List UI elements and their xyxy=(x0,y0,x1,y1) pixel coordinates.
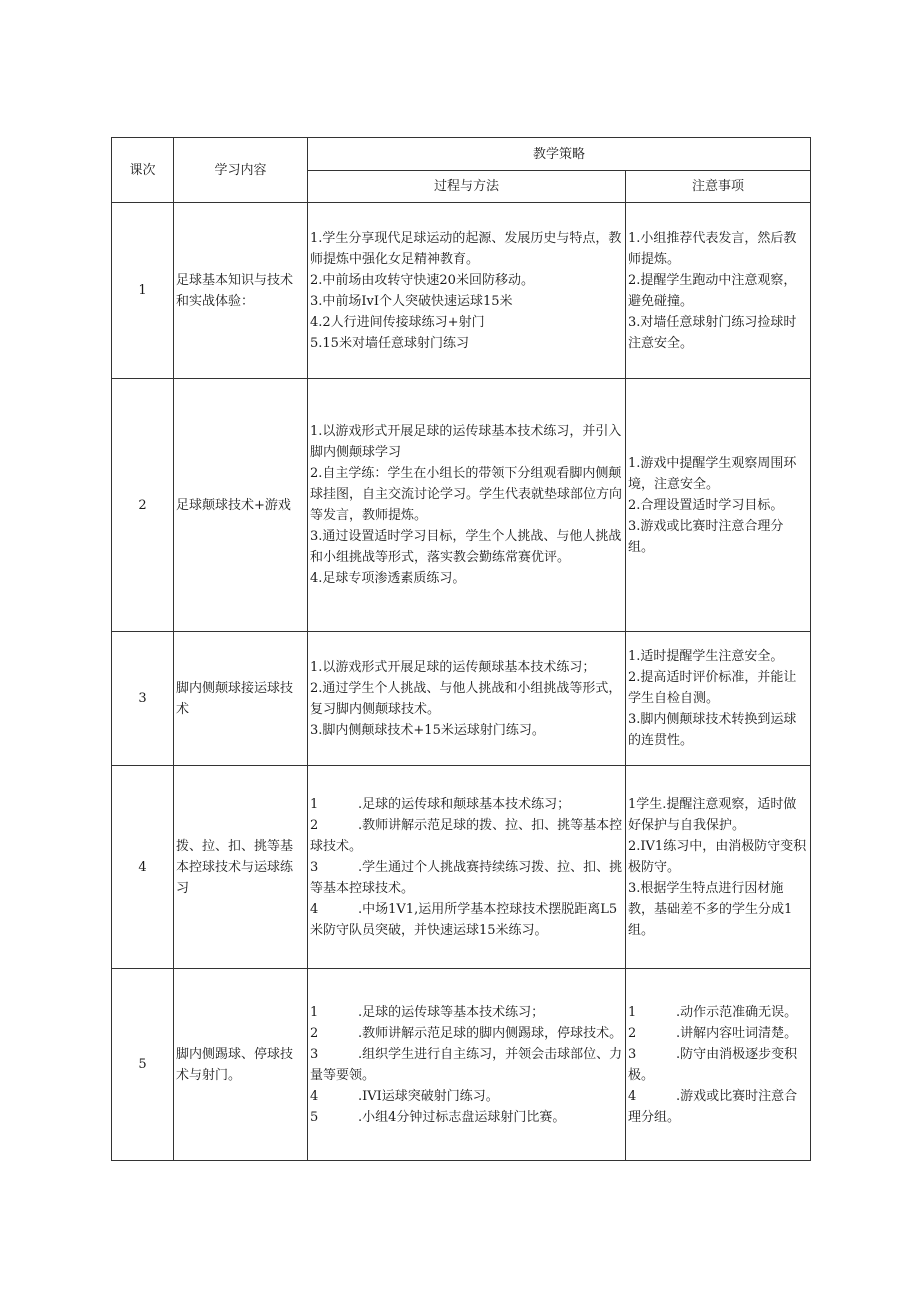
notes-cell xyxy=(626,379,811,632)
list-item xyxy=(310,1023,623,1044)
table-row xyxy=(112,766,811,969)
item-text: .组织学生进行自主练习，并领会击球部位、力量等要领。 xyxy=(310,1046,623,1083)
header-notes: 注意事项 xyxy=(626,171,811,203)
list-item: 1.以游戏形式开展足球的运传颠球基本技术练习； xyxy=(310,659,596,675)
item-number: 2 xyxy=(628,1025,637,1041)
list-item: 2.提高适时评价标准，并能让学生自检自测。 xyxy=(628,670,797,706)
item-number: 1 xyxy=(310,796,319,812)
list-item xyxy=(628,1086,808,1128)
learning-content: 脚内侧颠球接运球技术 xyxy=(174,632,308,766)
item-text: .足球的运传球等基本技术练习； xyxy=(358,1004,545,1020)
learning-content: 脚内侧踢球、停球技术与射门。 xyxy=(174,969,308,1161)
item-text: .中场1V1,运用所学基本控球技术摆脱距离L5米防守队员突破，并快速运球15米练习。 xyxy=(310,901,618,938)
list-item: 1.游戏中提醒学生观察周围环境，注意安全。 xyxy=(628,455,797,492)
list-item xyxy=(310,815,623,857)
notes-cell xyxy=(626,766,811,969)
item-text: .教师讲解示范足球的脚内侧踢球，停球技术。 xyxy=(358,1025,623,1041)
list-item xyxy=(628,1044,808,1086)
item-number: 4 xyxy=(310,901,319,917)
table-row xyxy=(112,969,811,1161)
list-item: 3.通过设置适时学习目标，学生个人挑战、与他人挑战和小组挑战等形式，落实教会勤练常赛优评。 xyxy=(310,529,622,565)
list-item: 3.脚内侧颠球技术转换到运球的连贯性。 xyxy=(628,712,797,748)
table-row xyxy=(112,203,811,379)
list-item: 2.通过学生个人挑战、与他人挑战和小组挑战等形式，复习脚内侧颠球技术。 xyxy=(310,680,622,717)
table-row xyxy=(112,379,811,632)
header-lesson: 课次 xyxy=(112,138,174,203)
notes-cell xyxy=(626,969,811,1161)
item-text: .学生通过个人挑战赛持续练习拨、拉、扣、挑等基本控球技术。 xyxy=(310,859,623,896)
item-number: 2 xyxy=(310,817,319,833)
lesson-number: 5 xyxy=(112,969,174,1161)
lesson-number: 4 xyxy=(112,766,174,969)
list-item: 2.IV1练习中，由消极防守变积极防守。 xyxy=(628,838,807,875)
process-method-cell xyxy=(308,969,626,1161)
item-text: .IVI运球突破射门练习。 xyxy=(358,1088,499,1104)
item-number: 2 xyxy=(310,1025,319,1041)
learning-content: 拨、拉、扣、挑等基本控球技术与运球练习 xyxy=(174,766,308,969)
lesson-number: 2 xyxy=(112,379,174,632)
list-item: 3.根据学生特点进行因材施教，基础差不多的学生分成1组。 xyxy=(628,880,793,938)
process-method-cell xyxy=(308,766,626,969)
item-text: .防守由消极逐步变积极。 xyxy=(628,1046,798,1083)
list-item: 5.15米对墙任意球射门练习 xyxy=(310,335,469,351)
list-item: 1.以游戏形式开展足球的运传球基本技术练习，并引入脚内侧颠球学习 xyxy=(310,424,622,460)
process-method-cell xyxy=(308,203,626,379)
list-item xyxy=(628,1023,808,1044)
lesson-number: 1 xyxy=(112,203,174,379)
list-item: 4.2人行进间传接球练习+射门 xyxy=(310,314,485,330)
list-item: 2.中前场由攻转守快速20米回防移动。 xyxy=(310,272,534,288)
item-number: 5 xyxy=(310,1109,319,1125)
table-row xyxy=(112,632,811,766)
process-method-cell xyxy=(308,379,626,632)
list-item: 3.对墙任意球射门练习捡球时注意安全。 xyxy=(628,314,797,351)
header-content: 学习内容 xyxy=(174,138,308,203)
item-text: .教师讲解示范足球的拨、拉、扣、挑等基本控球技术。 xyxy=(310,817,623,854)
item-number: 3 xyxy=(628,1046,637,1062)
item-number: 1 xyxy=(310,1004,319,1020)
item-number: 1 xyxy=(628,1004,637,1020)
list-item: 3.脚内侧颠球技术+15米运球射门练习。 xyxy=(310,722,545,738)
item-number: 3 xyxy=(310,1046,319,1062)
list-item: 2.合理设置适时学习目标。 xyxy=(628,497,784,513)
item-text: .足球的运传球和颠球基本技术练习； xyxy=(358,796,571,812)
lesson-plan-table xyxy=(111,137,811,1161)
list-item: 3.游戏或比赛时注意合理分组。 xyxy=(628,518,784,555)
item-number: 3 xyxy=(310,859,319,875)
process-method-cell xyxy=(308,632,626,766)
list-item: 4.足球专项渗透素质练习。 xyxy=(310,571,466,586)
list-item xyxy=(310,1107,623,1128)
lesson-number: 3 xyxy=(112,632,174,766)
list-item xyxy=(310,1086,623,1107)
list-item xyxy=(310,857,623,899)
item-text: .讲解内容吐词清楚。 xyxy=(676,1025,798,1041)
header-process: 过程与方法 xyxy=(308,171,626,203)
list-item: 1学生.提醒注意观察，适时做好保护与自我保护。 xyxy=(628,796,797,833)
item-number: 4 xyxy=(310,1088,319,1104)
notes-cell xyxy=(626,632,811,766)
list-item: 1.小组推荐代表发言，然后教师提炼。 xyxy=(628,230,797,267)
list-item: 2.自主学练：学生在小组长的带领下分组观看脚内侧颠球挂图，自主交流讨论学习。学生代表就垫球部位方向等发言，教师提炼。 xyxy=(310,466,623,523)
notes-cell xyxy=(626,203,811,379)
list-item xyxy=(310,1002,623,1023)
item-number: 4 xyxy=(628,1088,637,1104)
list-item xyxy=(310,794,623,815)
item-text: .小组4分钟过标志盘运球射门比赛。 xyxy=(358,1109,566,1125)
learning-content: 足球基本知识与技术和实战体验： xyxy=(174,203,308,379)
list-item: 3.中前场IvI个人突破快速运球15米 xyxy=(310,293,513,309)
list-item: 1.适时提醒学生注意安全。 xyxy=(628,649,784,664)
list-item: 1.学生分享现代足球运动的起源、发展历史与特点，教师提炼中强化女足精神教育。 xyxy=(310,230,622,267)
header-strategy: 教学策略 xyxy=(308,138,811,171)
list-item xyxy=(310,1044,623,1086)
list-item xyxy=(310,899,623,941)
item-text: .动作示范准确无误。 xyxy=(676,1004,798,1020)
list-item: 2.提醒学生跑动中注意观察，避免碰撞。 xyxy=(628,272,797,309)
item-text: .游戏或比赛时注意合理分组。 xyxy=(628,1088,798,1125)
list-item xyxy=(628,1002,808,1023)
learning-content: 足球颠球技术+游戏 xyxy=(174,379,308,632)
